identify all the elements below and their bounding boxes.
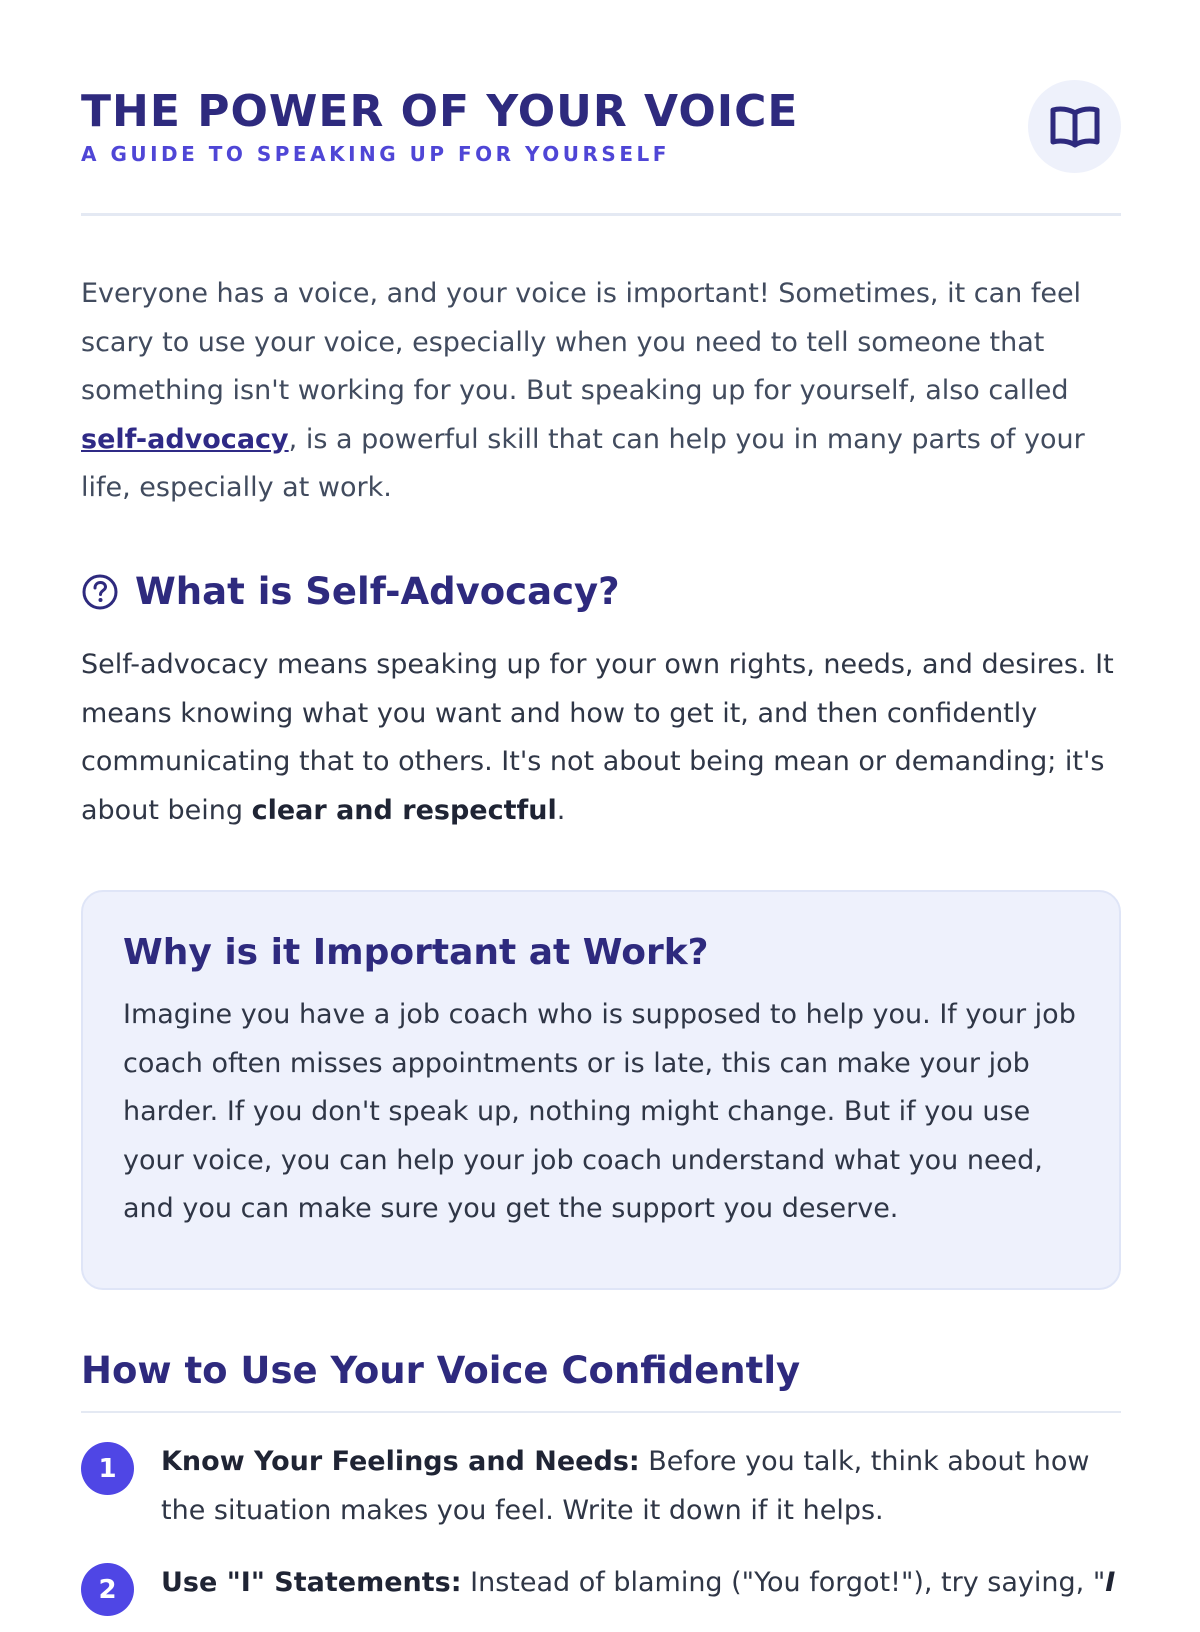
self-advocacy-link[interactable]: self-advocacy — [81, 423, 289, 455]
list-item — [81, 1438, 1121, 1535]
what-text: Self-advocacy means speaking up for your own rights, needs, and desires. It means knowing what you want and how to get it, and then confidently communicating that to others. It's not about being mean or demanding; it's about being — [81, 649, 1114, 826]
callout-heading: Why is it Important at Work? — [123, 932, 709, 973]
howto-heading: How to Use Your Voice Confidently — [81, 1349, 801, 1392]
step-text: Before you talk, think about how the situation makes you feel. Write it down if it helps. — [161, 1446, 1090, 1526]
question-circle-icon — [81, 573, 119, 611]
howto-divider — [81, 1411, 1121, 1413]
intro-paragraph — [81, 270, 1121, 513]
what-paragraph — [81, 641, 1121, 835]
step-title: Use "I" Statements: — [161, 1567, 462, 1598]
step-text: Instead of blaming ("You forgot!"), try saying, " — [461, 1567, 1106, 1598]
intro-text-end: , is a powerful skill that can help you in many parts of your life, especially at work. — [81, 423, 1085, 503]
book-button[interactable] — [1028, 80, 1121, 173]
what-text-end: . — [556, 794, 566, 826]
section-what-heading — [81, 570, 620, 613]
section-what-title: What is Self-Advocacy? — [135, 570, 620, 613]
what-bold-text: clear and respectful — [251, 794, 557, 826]
step-title: Know Your Feelings and Needs: — [161, 1446, 640, 1477]
step-number-badge: 2 — [81, 1563, 134, 1616]
list-item — [81, 1559, 1121, 1608]
why-important-callout — [81, 890, 1121, 1290]
page-title: THE POWER OF YOUR VOICE — [81, 86, 799, 137]
intro-text-start: Everyone has a voice, and your voice is important! Sometimes, it can feel scary to use your voice, especially when you need to tell someone that something isn't working for you. But speaking up for yourself, also called — [81, 278, 1082, 406]
step-number-badge: 1 — [81, 1442, 134, 1495]
page-header — [81, 80, 1121, 180]
header-divider — [81, 213, 1121, 216]
page-subtitle: A GUIDE TO SPEAKING UP FOR YOURSELF — [81, 142, 670, 166]
callout-text: Imagine you have a job coach who is supposed to help you. If your job coach often misses appointments or is late, this can make your job harder. If you don't speak up, nothing might change. But if you use your voice, you can help your job coach understand what you need, and you can make sure you get the support you deserve. — [123, 999, 1076, 1224]
steps-list — [81, 1438, 1121, 1632]
book-open-icon — [1049, 104, 1101, 150]
step-italic-text: I — [1105, 1567, 1116, 1598]
